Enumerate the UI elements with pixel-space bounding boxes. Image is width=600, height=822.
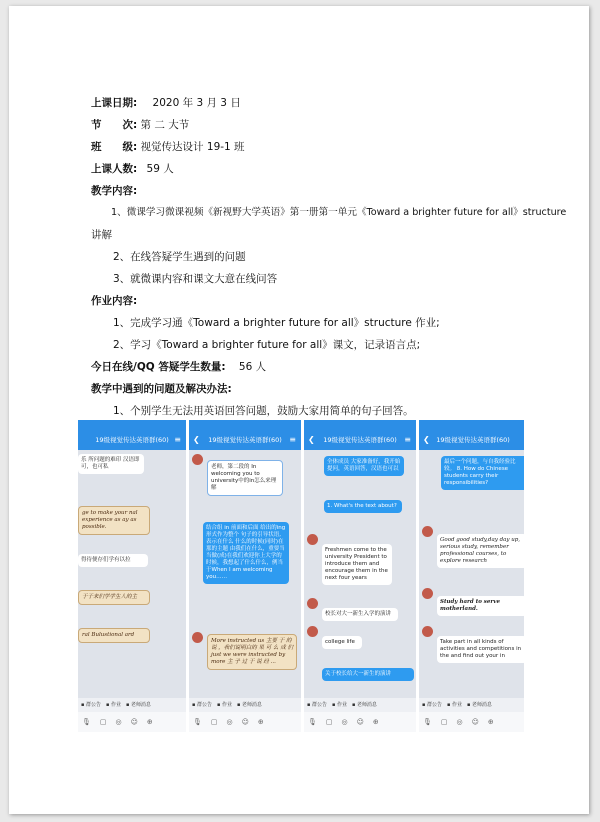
content-item: 3、就微课内容和课文大意在线问答	[113, 273, 278, 285]
problems-item: 1、个别学生无法用英语回答问题，鼓励大家用简单的句子回答。	[113, 405, 414, 417]
content-item: 讲解	[91, 229, 112, 241]
group-title: 19级视觉传达英语群(60)	[208, 436, 282, 444]
chat-bubble: 全体成员 大家准备好，我开始提问，英语回答，汉语也可以	[324, 456, 404, 476]
status-bar	[189, 420, 301, 430]
homework-heading: 作业内容:	[91, 295, 138, 307]
count-label: 上课人数:	[91, 163, 138, 175]
online-value: 56 人	[238, 361, 267, 373]
avatar[interactable]	[422, 526, 433, 537]
avatar[interactable]	[422, 626, 433, 637]
input-bar[interactable]: 🎙▢◎☺⊕	[304, 712, 416, 732]
phone-screen-2	[189, 420, 301, 732]
chat-toolbar[interactable]: ▪ 群公告 ▪ 作业 ▪ 老师消息	[304, 698, 416, 712]
handwritten-image[interactable]: 于于来们学学生人的主	[78, 590, 150, 605]
chat-bubble: college life	[322, 636, 362, 649]
chat-bubble: Study hard to serve motherland.	[437, 596, 524, 616]
chat-title-bar	[419, 430, 524, 450]
online-label: 今日在线/QQ 答疑学生数量:	[91, 361, 226, 373]
chat-bubble: Take part in all kinds of activities and competitions in the and find out your in	[437, 636, 524, 663]
count-value: 59 人	[146, 163, 174, 175]
status-bar	[78, 420, 186, 430]
lesson-record	[91, 92, 567, 422]
chat-toolbar[interactable]: ▪ 群公告 ▪ 作业 ▪ 老师消息	[78, 698, 186, 712]
phone-screen-1	[78, 420, 186, 732]
date-row	[91, 92, 531, 114]
avatar[interactable]	[192, 632, 203, 643]
status-bar	[304, 420, 416, 430]
avatar[interactable]	[307, 534, 318, 545]
homework-item: 2、学习《Toward a brighter future for all》课文，记录语言点;	[113, 339, 421, 351]
chat-bubble: 1. What's the text about?	[324, 500, 402, 513]
class-row	[91, 136, 531, 158]
chat-title-bar	[304, 430, 416, 450]
chat-bubble: 最后一个问题，与自我经验比较。 8. How do Chinese students carry their responsibilities?	[441, 456, 524, 490]
period-row	[91, 114, 531, 136]
content-heading: 教学内容:	[91, 185, 138, 197]
class-label: 班 级:	[91, 141, 138, 153]
chat-toolbar[interactable]: ▪ 群公告 ▪ 作业 ▪ 老师消息	[189, 698, 301, 712]
handwritten-image[interactable]: ge to make your nal experience as ay as possible.	[78, 506, 150, 535]
homework-item: 1、完成学习通《Toward a brighter future for all》structure 作业;	[113, 317, 440, 329]
chat-bubble: 老师，第二段的 In welcoming you to university中的in怎么来理解	[207, 460, 283, 496]
count-row	[91, 158, 531, 180]
phone-screen-3	[304, 420, 416, 732]
chat-area	[78, 450, 186, 692]
group-title: 19级视觉传达英语群(60)	[323, 436, 397, 444]
back-icon[interactable]: ❮	[308, 435, 315, 444]
handwritten-image[interactable]: ral Bulustional ard	[78, 628, 150, 643]
menu-icon[interactable]: ≡	[404, 435, 411, 444]
chat-area	[189, 450, 301, 692]
chat-bubble: Freshmen come to the university President to introduce them and encourage them in the next four years	[322, 544, 392, 585]
chat-title-bar	[189, 430, 301, 450]
avatar[interactable]	[422, 588, 433, 599]
period-label: 节 次:	[91, 119, 138, 131]
input-bar[interactable]: 🎙▢◎☺⊕	[189, 712, 301, 732]
chat-bubble: Good good study,day day up, serious study, remember professional courses, to explore research	[437, 534, 524, 568]
back-icon[interactable]: ❮	[423, 435, 430, 444]
back-icon[interactable]: ❮	[193, 435, 200, 444]
date-label: 上课日期:	[91, 97, 138, 109]
phone-screen-4	[419, 420, 524, 732]
chat-screenshots	[78, 420, 524, 732]
chat-bubble: 乐 所问题的难印 汉语即可，也可私	[78, 454, 144, 474]
menu-icon[interactable]: ≡	[174, 435, 181, 444]
chat-bubble: 得待便存们学有以拉	[78, 554, 148, 567]
chat-bubble: 关于校长给大一新生的演讲	[322, 668, 414, 681]
online-row	[91, 356, 531, 378]
document-page	[9, 6, 589, 814]
chat-bubble: 校长对大一新生入学的演讲	[322, 608, 398, 621]
chat-toolbar[interactable]: ▪ 群公告 ▪ 作业 ▪ 老师消息	[419, 698, 524, 712]
status-bar	[419, 420, 524, 430]
chat-bubble: 结合组 in 前面和后面 给出的ing形式作为整个 句子的引导状语,表示在什么 什么的时候(同时)在那的主题 由我们在什么，重要当当做(成)在我们欢迎你上大学的时候，我想起了什么什么，例当于When I am welcoming you……	[203, 522, 289, 584]
handwritten-image[interactable]: More instructed us 主要 于 的说 ，我们说明白的 果 可 么 成 们 just we were instructed by more 主 子 过 于 说 经 ...	[207, 634, 297, 670]
input-bar[interactable]: 🎙▢◎☺⊕	[78, 712, 186, 732]
group-title: 19级视觉传达英语群(60)	[95, 436, 169, 444]
avatar[interactable]	[192, 454, 203, 465]
menu-icon[interactable]: ≡	[289, 435, 296, 444]
content-item: 1、微课学习微课视频《新视野大学英语》第一册第一单元《Toward a brighter future for all》structure	[111, 207, 567, 218]
chat-area	[304, 450, 416, 692]
chat-area	[419, 450, 524, 692]
avatar[interactable]	[307, 626, 318, 637]
chat-title-bar	[78, 430, 186, 450]
input-bar[interactable]: 🎙▢◎☺⊕	[419, 712, 524, 732]
group-title: 19级视觉传达英语群(60)	[436, 436, 510, 444]
class-value: 视觉传达设计 19-1 班	[140, 141, 245, 153]
avatar[interactable]	[307, 598, 318, 609]
content-item: 2、在线答疑学生遇到的问题	[113, 251, 246, 263]
date-value: 2020 年 3 月 3 日	[152, 97, 241, 109]
problems-heading: 教学中遇到的问题及解决办法:	[91, 383, 232, 395]
period-value: 第 二 大节	[140, 119, 190, 131]
